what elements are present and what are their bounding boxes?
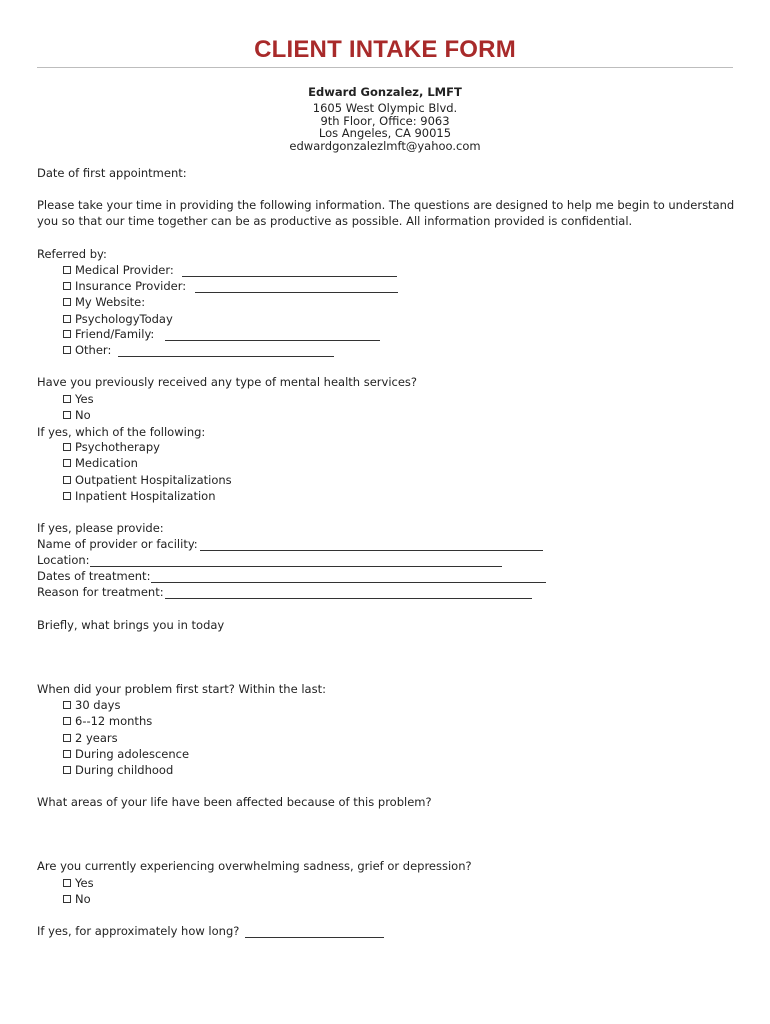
referral-option-psychologytoday[interactable]: PsychologyToday bbox=[63, 312, 173, 326]
previous-services-yes[interactable]: Yes bbox=[63, 392, 94, 406]
provider-name-field[interactable] bbox=[200, 550, 543, 551]
provider-address-line2: 9th Floor, Office: 9063 bbox=[320, 113, 450, 128]
sadness-no[interactable]: No bbox=[63, 892, 91, 906]
checkbox-outpatient[interactable] bbox=[63, 476, 71, 484]
provider-name: Edward Gonzalez, LMFT bbox=[308, 85, 462, 99]
checkbox-friend-family[interactable] bbox=[63, 330, 71, 338]
checkbox-6-12-months[interactable] bbox=[63, 717, 71, 725]
provider-address-line1: 1605 West Olympic Blvd. bbox=[312, 100, 458, 115]
referred-by-label: Referred by: bbox=[37, 247, 107, 261]
provider-email: edwardgonzalezlmft@yahoo.com bbox=[289, 139, 481, 154]
previous-services-no[interactable]: No bbox=[63, 408, 91, 422]
brings-you-in-label: Briefly, what brings you in today bbox=[37, 618, 225, 632]
areas-affected-label: What areas of your life have been affected because of this problem? bbox=[37, 795, 432, 809]
checkbox-other[interactable] bbox=[63, 346, 71, 354]
service-type-medication[interactable]: Medication bbox=[63, 456, 138, 470]
first-appointment-label: Date of first appointment: bbox=[37, 166, 187, 180]
sadness-duration-field[interactable] bbox=[245, 937, 384, 938]
dates-of-treatment-label: Dates of treatment: bbox=[37, 569, 151, 583]
insurance-provider-field[interactable] bbox=[195, 292, 398, 293]
checkbox-adolescence[interactable] bbox=[63, 750, 71, 758]
location-label: Location: bbox=[37, 553, 90, 567]
title-divider bbox=[37, 67, 733, 68]
problem-start-childhood[interactable]: During childhood bbox=[63, 763, 173, 777]
provider-city: Los Angeles, CA 90015 bbox=[318, 126, 452, 141]
checkbox-my-website[interactable] bbox=[63, 298, 71, 306]
provider-header bbox=[0, 86, 770, 153]
checkbox-childhood[interactable] bbox=[63, 766, 71, 774]
sadness-duration-label: If yes, for approximately how long? bbox=[37, 924, 240, 938]
problem-start-question: When did your problem first start? Within the last: bbox=[37, 682, 326, 696]
services-type-question: If yes, which of the following: bbox=[37, 425, 206, 439]
checkbox-medical-provider[interactable] bbox=[63, 266, 71, 274]
checkbox-psychologytoday[interactable] bbox=[63, 315, 71, 323]
service-type-psychotherapy[interactable]: Psychotherapy bbox=[63, 440, 160, 454]
referral-option-insurance[interactable]: Insurance Provider: bbox=[63, 279, 186, 293]
provide-label: If yes, please provide: bbox=[37, 521, 164, 535]
dates-of-treatment-field[interactable] bbox=[151, 582, 546, 583]
referral-option-medical[interactable]: Medical Provider: bbox=[63, 263, 174, 277]
checkbox-psychotherapy[interactable] bbox=[63, 443, 71, 451]
reason-for-treatment-label: Reason for treatment: bbox=[37, 585, 164, 599]
other-field[interactable] bbox=[118, 356, 334, 357]
provider-name-label: Name of provider or facility: bbox=[37, 537, 198, 551]
referral-option-website[interactable]: My Website: bbox=[63, 295, 145, 309]
sadness-yes[interactable]: Yes bbox=[63, 876, 94, 890]
checkbox-insurance-provider[interactable] bbox=[63, 282, 71, 290]
friend-family-field[interactable] bbox=[165, 340, 380, 341]
problem-start-adolescence[interactable]: During adolescence bbox=[63, 747, 189, 761]
checkbox-2-years[interactable] bbox=[63, 734, 71, 742]
checkbox-30-days[interactable] bbox=[63, 701, 71, 709]
checkbox-previous-yes[interactable] bbox=[63, 395, 71, 403]
problem-start-6-12-months[interactable]: 6--12 months bbox=[63, 714, 152, 728]
problem-start-2-years[interactable]: 2 years bbox=[63, 731, 118, 745]
previous-services-question: Have you previously received any type of mental health services? bbox=[37, 375, 418, 389]
checkbox-previous-no[interactable] bbox=[63, 411, 71, 419]
page-title: CLIENT INTAKE FORM bbox=[254, 36, 516, 63]
checkbox-medication[interactable] bbox=[63, 459, 71, 467]
referral-option-friend-family[interactable]: Friend/Family: bbox=[63, 327, 154, 341]
problem-start-30-days[interactable]: 30 days bbox=[63, 698, 120, 712]
service-type-outpatient[interactable]: Outpatient Hospitalizations bbox=[63, 473, 232, 487]
intro-paragraph: Please take your time in providing the following information. The questions are designed to help me begin to understand you so that our time together can be as productive as possible. All information provided is confidential. bbox=[37, 198, 735, 228]
reason-for-treatment-field[interactable] bbox=[165, 598, 532, 599]
referral-option-other[interactable]: Other: bbox=[63, 343, 111, 357]
checkbox-inpatient[interactable] bbox=[63, 492, 71, 500]
medical-provider-field[interactable] bbox=[182, 276, 397, 277]
location-field[interactable] bbox=[90, 566, 502, 567]
sadness-question: Are you currently experiencing overwhelming sadness, grief or depression? bbox=[37, 859, 472, 873]
checkbox-sadness-no[interactable] bbox=[63, 895, 71, 903]
checkbox-sadness-yes[interactable] bbox=[63, 879, 71, 887]
service-type-inpatient[interactable]: Inpatient Hospitalization bbox=[63, 489, 216, 503]
